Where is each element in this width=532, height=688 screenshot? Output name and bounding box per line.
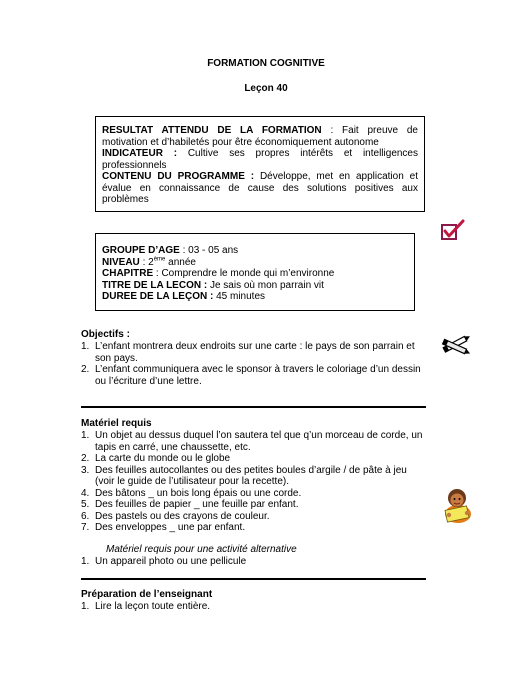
indicateur-text: Cultive ses propres intérêts et intelligences professionnels — [102, 148, 418, 171]
item-number: 3. — [81, 464, 90, 476]
niveau-value-post: année — [165, 256, 196, 268]
item-number: 2. — [81, 364, 90, 375]
lesson-info-box — [95, 233, 415, 311]
niveau-value-pre: : 2 — [139, 256, 154, 268]
item-text: Des feuilles autocollantes ou des petites boules d’argile / de pâte à jeu (voir le guide de l’utilisateur pour la recette). — [95, 464, 407, 487]
document-title: FORMATION COGNITIVE — [207, 58, 325, 69]
groupe-value: : 03 - 05 ans — [179, 245, 239, 256]
item-text: La carte du monde ou le globe — [95, 453, 231, 464]
groupe-label: GROUPE D’AGE — [102, 245, 180, 256]
resultat-label: RESULTAT ATTENDU DE LA FORMATION — [102, 125, 322, 136]
item-text: L’enfant communiquera avec le sponsor à travers le coloriage d’un dessin ou l’écriture d’une lettre. — [95, 364, 421, 387]
item-number: 1. — [81, 341, 90, 352]
alt-materiel-heading: Matériel requis pour une activité alternative — [106, 544, 297, 555]
list-item — [81, 499, 426, 511]
duree-label: DUREE DE LA LEÇON : — [102, 291, 214, 302]
lesson-number: Leçon 40 — [244, 83, 288, 94]
item-text: Un objet au dessus duquel l’on sautera tel que q’un morceau de corde, un tapis en carré, une chaussette, etc. — [95, 430, 423, 453]
section-divider — [81, 578, 426, 580]
alt-materiel-list — [81, 556, 426, 568]
titre-value: Je sais où mon parrain vit — [207, 279, 324, 291]
formation-box — [95, 116, 425, 212]
objectifs-list — [81, 341, 423, 387]
preparation-heading: Préparation de l’enseignant — [81, 589, 213, 600]
item-text: Des enveloppes _ une par enfant. — [95, 522, 246, 533]
list-item — [81, 556, 426, 568]
checkbox-icon — [440, 219, 466, 241]
item-number: 6. — [81, 510, 90, 522]
list-item — [81, 488, 426, 500]
objectifs-heading: Objectifs : — [81, 329, 130, 340]
materiel-heading: Matériel requis — [81, 418, 152, 429]
item-text: Des bâtons _ un bois long épais ou une corde. — [95, 487, 302, 499]
item-number: 1. — [81, 556, 90, 567]
list-item — [81, 453, 426, 465]
list-item — [81, 465, 426, 488]
item-text: Lire la leçon toute entière. — [95, 601, 211, 612]
chapitre-value: : Comprendre le monde qui m’environne — [153, 268, 335, 279]
item-text: Des pastels ou des crayons de couleur. — [95, 510, 270, 522]
item-number: 5. — [81, 499, 90, 510]
resultat-text: : Fait preuve de motivation et d’habiletés pour être économiquement autonome — [102, 125, 418, 148]
item-number: 2. — [81, 453, 90, 464]
preparation-list — [81, 601, 426, 613]
list-item — [81, 364, 423, 387]
item-text: L’enfant montrera deux endroits sur une carte : le pays de son parrain et son pays. — [95, 341, 415, 364]
section-divider — [81, 406, 426, 408]
child-reading-icon — [440, 484, 476, 524]
list-item — [81, 341, 423, 364]
item-number: 1. — [81, 430, 90, 441]
niveau-sup: ème — [153, 256, 166, 263]
list-item — [81, 522, 426, 534]
item-number: 7. — [81, 522, 90, 533]
list-item — [81, 601, 426, 613]
titre-label: TITRE DE LA LECON : — [102, 279, 208, 291]
duree-value: 45 minutes — [213, 291, 266, 302]
materiel-list — [81, 430, 426, 534]
indicateur-label: INDICATEUR : — [102, 148, 178, 159]
pencils-icon — [440, 333, 474, 359]
list-item — [81, 430, 426, 453]
contenu-label: CONTENU DU PROGRAMME : — [102, 171, 255, 182]
item-text: Un appareil photo ou une pellicule — [95, 556, 247, 567]
item-number: 4. — [81, 487, 90, 499]
niveau-label: NIVEAU — [102, 256, 140, 268]
list-item — [81, 511, 426, 523]
item-number: 1. — [81, 601, 90, 612]
contenu-text: Développe, met en application et évalue en connaissance de cause des solutions positives aux problèmes — [102, 171, 418, 205]
item-text: Des feuilles de papier _ une feuille par enfant. — [95, 499, 299, 510]
chapitre-label: CHAPITRE — [102, 268, 154, 279]
